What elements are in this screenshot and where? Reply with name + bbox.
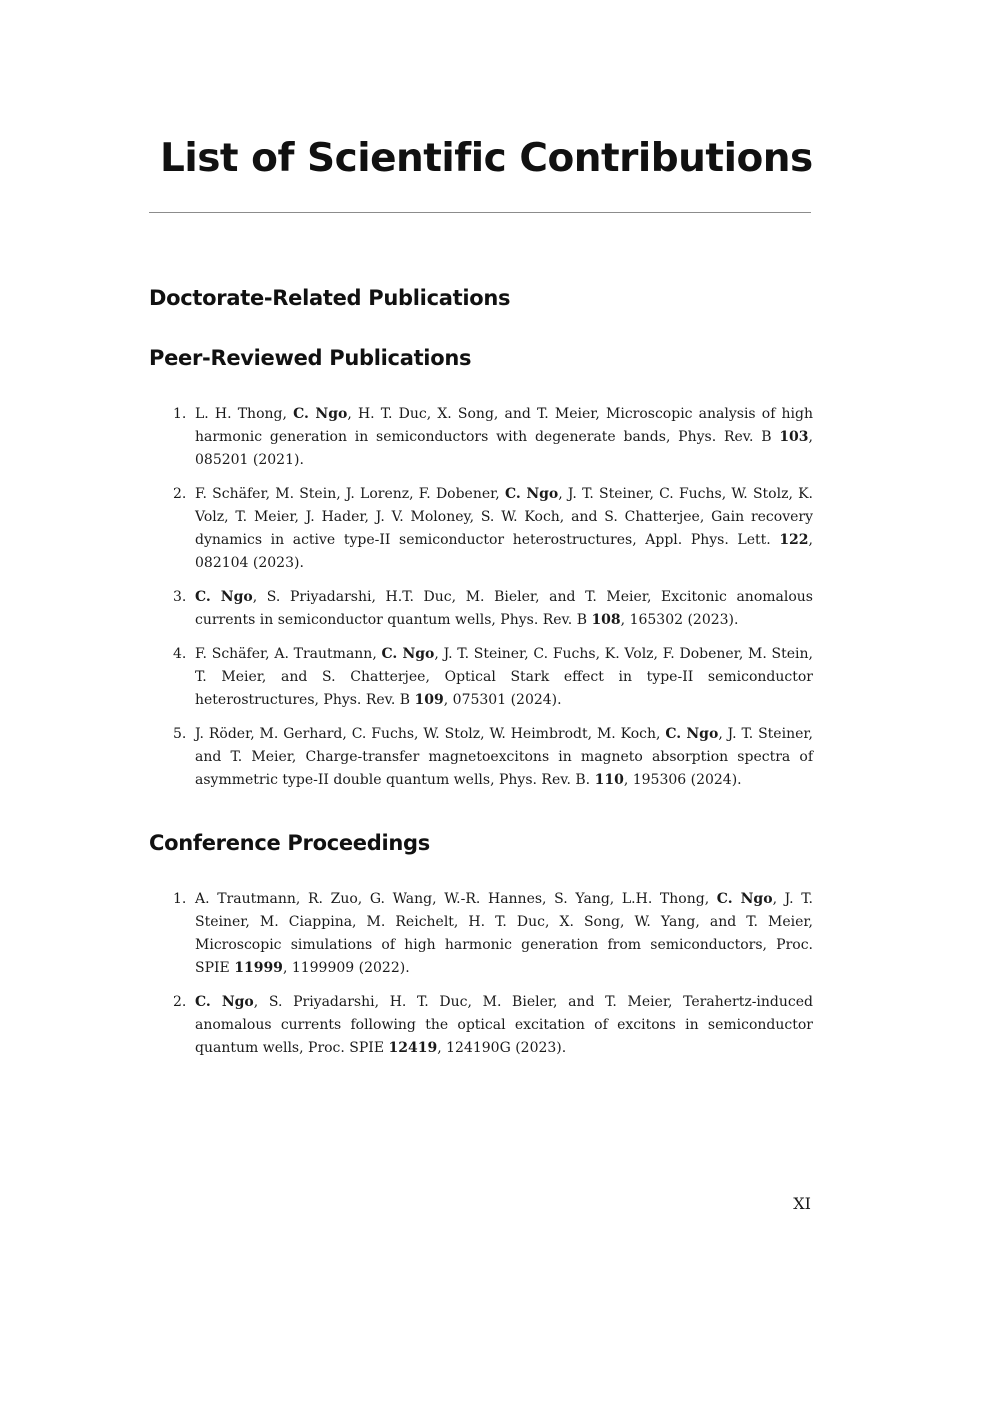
title-divider (149, 212, 811, 213)
citation-tail: , 082104 (2023). (195, 532, 813, 571)
highlight-author: C. Ngo (504, 486, 559, 502)
citation-text: , J. T. Steiner, C. Fuchs, K. Volz, F. Dobener, M. Stein, T. Meier, and S. Chatterjee, Optical Stark effect in type-II semiconductor heterostructures, Phys. Rev. B (195, 646, 813, 708)
volume: 12419 (388, 1040, 438, 1056)
publication-item (149, 403, 813, 472)
citation-tail: , 085201 (2021). (195, 429, 813, 468)
citation-tail: , 075301 (2024). (443, 692, 562, 708)
citation-text: , J. T. Steiner, C. Fuchs, W. Stolz, K. Volz, T. Meier, J. Hader, J. V. Moloney, S. W. Koch, and S. Chatterjee, Gain recovery dynamics in active type-II semiconductor heterostructures, Appl. Phys. Lett. (195, 486, 813, 548)
publication-item (149, 723, 813, 792)
item-number: 3. (173, 589, 187, 605)
conference-list (149, 888, 813, 1071)
citation-text: , S. Priyadarshi, H.T. Duc, M. Bieler, and T. Meier, Excitonic anomalous currents in semiconductor quantum wells, Phys. Rev. B (195, 589, 813, 628)
publication-item (149, 643, 813, 712)
volume: 103 (779, 429, 809, 445)
item-number: 1. (173, 891, 187, 907)
highlight-author: C. Ngo (195, 589, 253, 605)
authors-before: L. H. Thong, (195, 406, 294, 422)
citation-tail: , 195306 (2024). (623, 772, 742, 788)
item-number: 4. (173, 646, 187, 662)
authors-before: J. Röder, M. Gerhard, C. Fuchs, W. Stolz, W. Heimbrodt, M. Koch, (195, 726, 666, 742)
volume: 109 (414, 692, 444, 708)
volume: 108 (591, 612, 621, 628)
citation-text: , S. Priyadarshi, H. T. Duc, M. Bieler, and T. Meier, Terahertz-induced anomalous currents following the optical excitation of excitons in semiconductor quantum wells, Proc. SPIE (195, 994, 813, 1056)
highlight-author: C. Ngo (195, 994, 254, 1010)
authors-before: A. Trautmann, R. Zuo, G. Wang, W.-R. Hannes, S. Yang, L.H. Thong, (195, 891, 717, 907)
section-heading-peer-reviewed: Peer-Reviewed Publications (149, 346, 472, 370)
page-number: XI (793, 1194, 811, 1213)
authors-before: F. Schäfer, A. Trautmann, (195, 646, 382, 662)
item-number: 2. (173, 994, 187, 1010)
item-number: 2. (173, 486, 187, 502)
publication-item (149, 991, 813, 1060)
citation-text: , J. T. Steiner, and T. Meier, Charge-transfer magnetoexcitons in magneto absorption spectra of asymmetric type-II double quantum wells, Phys. Rev. B. (195, 726, 813, 788)
item-number: 5. (173, 726, 187, 742)
citation-text: , H. T. Duc, X. Song, and T. Meier, Microscopic analysis of high harmonic generation in semiconductors with degenerate bands, Phys. Rev. B (195, 406, 814, 445)
volume: 122 (779, 532, 809, 548)
citation-tail: , 1199909 (2022). (282, 960, 410, 976)
authors-before: F. Schäfer, M. Stein, J. Lorenz, F. Dobener, (195, 486, 505, 502)
publication-item (149, 888, 813, 980)
citation-tail: , 165302 (2023). (620, 612, 739, 628)
item-number: 1. (173, 406, 187, 422)
volume: 11999 (234, 960, 283, 976)
highlight-author: C. Ngo (293, 406, 348, 422)
publication-item (149, 586, 813, 632)
citation-text: , J. T. Steiner, M. Ciappina, M. Reichelt, H. T. Duc, X. Song, W. Yang, and T. Meier, Microscopic simulations of high harmonic generation from semiconductors, Proc. SPIE (195, 891, 814, 976)
citation-tail: , 124190G (2023). (437, 1040, 567, 1056)
section-heading-conference: Conference Proceedings (149, 831, 430, 855)
section-heading-doctorate: Doctorate-Related Publications (149, 286, 511, 310)
highlight-author: C. Ngo (716, 891, 773, 907)
page-title: List of Scientific Contributions (160, 136, 813, 181)
volume: 110 (594, 772, 624, 788)
publication-item (149, 483, 813, 575)
highlight-author: C. Ngo (381, 646, 435, 662)
highlight-author: C. Ngo (665, 726, 719, 742)
peer-reviewed-list (149, 403, 813, 803)
